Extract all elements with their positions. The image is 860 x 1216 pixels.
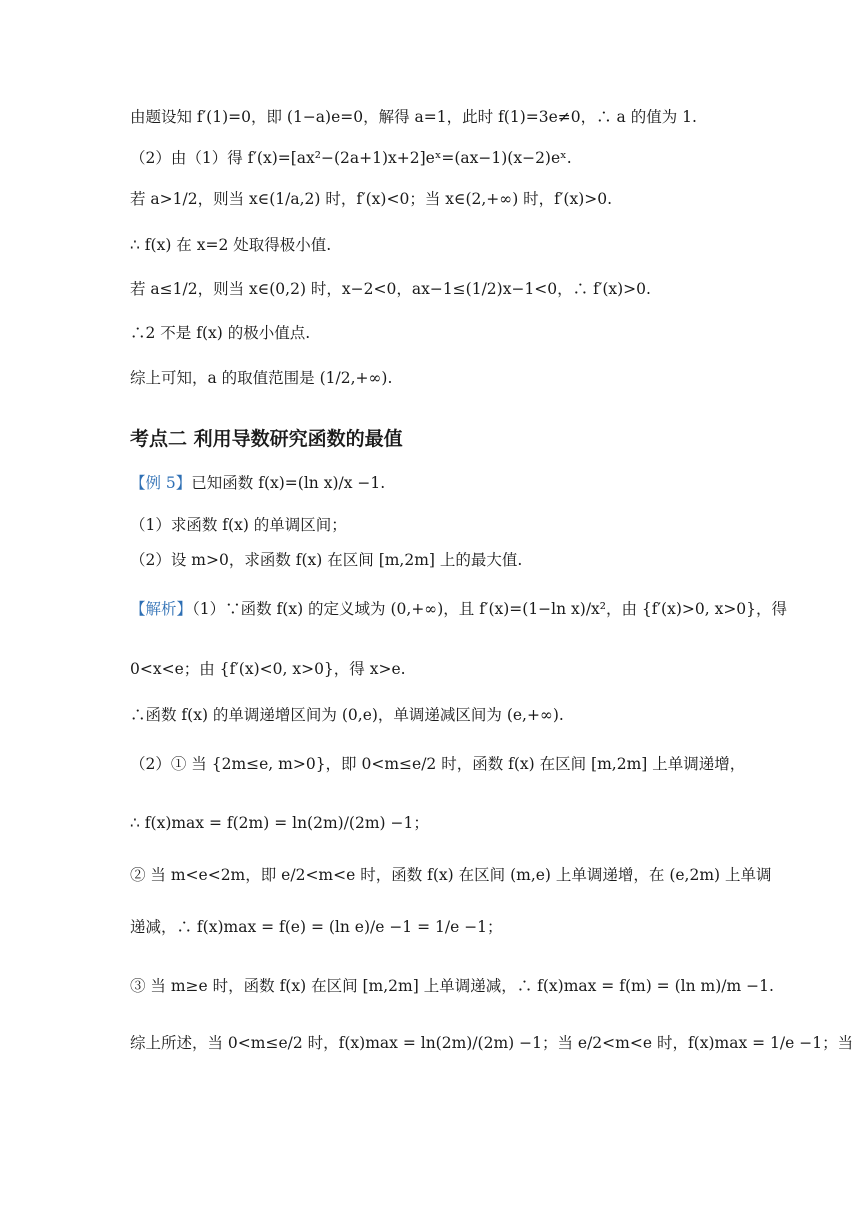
question-2: （2）设 m>0，求函数 f(x) 在区间 [m,2m] 上的最大值. — [130, 551, 523, 569]
text-line: 综上可知，a 的取值范围是 (1/2,+∞). — [130, 369, 393, 387]
text-line: 若 a≤1/2，则当 x∈(0,2) 时，x−2<0，ax−1≤(1/2)x−1<0，∴ f′(x)>0. — [130, 280, 651, 298]
text-line: （2）由（1）得 f′(x)=[ax²−(2a+1)x+2]eˣ=(ax−1)(x−2)eˣ. — [130, 149, 572, 167]
text-line: （2）① 当 {2m≤e, m>0}，即 0<m≤e/2 时，函数 f(x) 在区间 [m,2m] 上单调递增， — [130, 755, 746, 773]
text-line: 递减，∴ f(x)max = f(e) = (ln e)/e −1 = 1/e −1； — [130, 918, 503, 936]
text-line: ③ 当 m≥e 时，函数 f(x) 在区间 [m,2m] 上单调递减，∴ f(x)max = f(m) = (ln m)/m −1. — [130, 977, 774, 995]
text-line: ∴ f(x) 在 x=2 处取得极小值. — [130, 236, 332, 254]
analysis-text: （1）∵函数 f(x) 的定义域为 (0,+∞)，且 f′(x)=(1−ln x)/x²，由 {f′(x)>0, x>0}，得 — [192, 600, 788, 618]
text-line: ∴ f(x)max = f(2m) = ln(2m)/(2m) −1； — [130, 814, 429, 832]
text-line: ② 当 m<e<2m，即 e/2<m<e 时，函数 f(x) 在区间 (m,e) 上单调递增，在 (e,2m) 上单调 — [130, 866, 772, 884]
text-line: 0<x<e；由 {f′(x)<0, x>0}，得 x>e. — [130, 660, 406, 678]
example-statement: 已知函数 f(x)=(ln x)/x −1. — [191, 474, 386, 492]
text-line: 若 a>1/2，则当 x∈(1/a,2) 时，f′(x)<0；当 x∈(2,+∞) 时，f′(x)>0. — [130, 190, 613, 208]
example-line — [130, 470, 734, 496]
text-line: 综上所述，当 0<m≤e/2 时，f(x)max = ln(2m)/(2m) −1；当 e/2<m<e 时，f(x)max = 1/e −1；当 — [130, 1034, 854, 1052]
example-tag: 【例 5】 — [130, 474, 192, 492]
text-line: ∴2 不是 f(x) 的极小值点. — [130, 324, 311, 342]
analysis-line — [130, 596, 788, 622]
text-line: ∴函数 f(x) 的单调递增区间为 (0,e)，单调递减区间为 (e,+∞). — [130, 706, 564, 724]
analysis-tag: 【解析】 — [130, 600, 193, 618]
question-1: （1）求函数 f(x) 的单调区间； — [130, 516, 347, 534]
text-line: 由题设知 f′(1)=0，即 (1−a)e=0，解得 a=1，此时 f(1)=3e≠0，∴ a 的值为 1. — [130, 108, 697, 126]
section-heading: 考点二 利用导数研究函数的最值 — [130, 428, 403, 450]
